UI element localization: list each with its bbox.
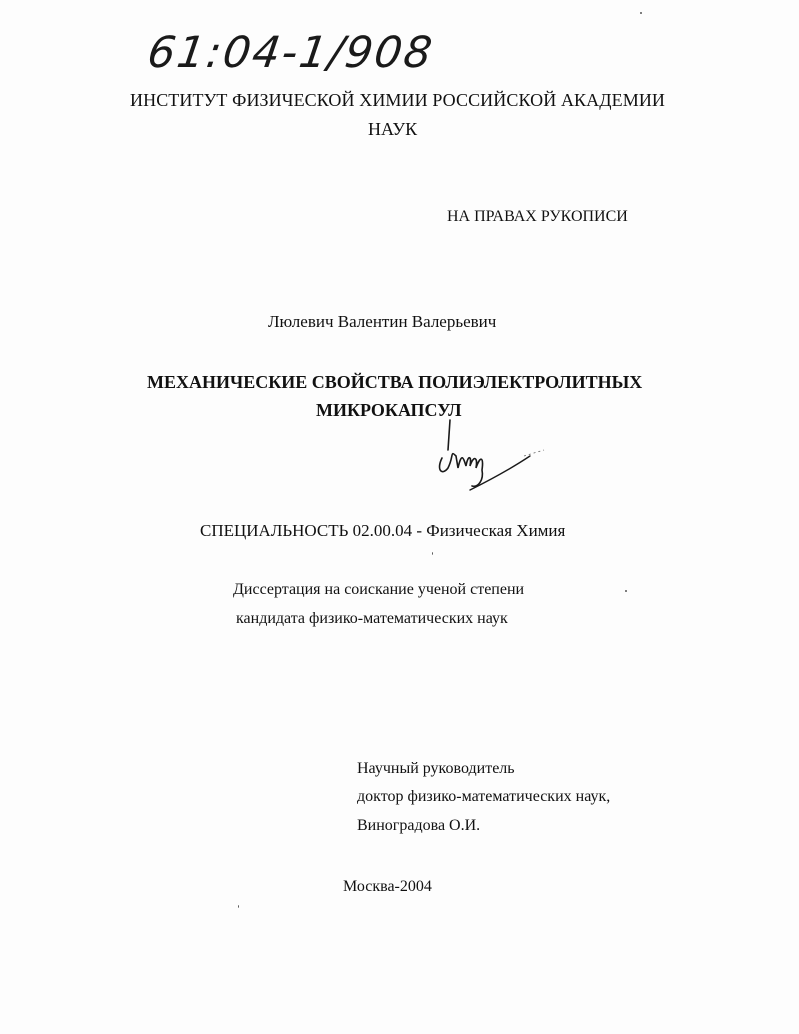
- thesis-title-line2: МИКРОКАПСУЛ: [316, 400, 462, 420]
- manuscript-rights-note: НА ПРАВАХ РУКОПИСИ: [447, 208, 628, 225]
- archive-code-handwritten: 61:04-1/908: [144, 28, 437, 78]
- author-name: Люлевич Валентин Валерьевич: [268, 312, 497, 331]
- institute-name-line1: ИНСТИТУТ ФИЗИЧЕСКОЙ ХИМИИ РОССИЙСКОЙ АКАДЕМИИ: [130, 90, 666, 110]
- supervisor-name: Виноградова О.И.: [357, 817, 481, 834]
- city-year: Москва-2004: [343, 878, 432, 895]
- scan-speck: [640, 12, 642, 14]
- author-signature: [420, 410, 560, 505]
- supervisor-degree: доктор физико-математических наук,: [357, 788, 611, 805]
- scan-speck: [625, 590, 627, 592]
- thesis-title-line1: МЕХАНИЧЕСКИЕ СВОЙСТВА ПОЛИЭЛЕКТРОЛИТНЫХ: [147, 372, 643, 392]
- dissertation-degree-line1: Диссертация на соискание ученой степени: [233, 581, 525, 598]
- specialty-line: СПЕЦИАЛЬНОСТЬ 02.00.04 - Физическая Химия: [200, 521, 566, 540]
- dissertation-degree-line2: кандидата физико-математических наук: [236, 610, 508, 627]
- supervisor-label: Научный руководитель: [357, 760, 515, 777]
- scan-speck: [238, 905, 239, 908]
- scan-speck: [432, 552, 433, 555]
- institute-name-line2: НАУК: [368, 119, 418, 139]
